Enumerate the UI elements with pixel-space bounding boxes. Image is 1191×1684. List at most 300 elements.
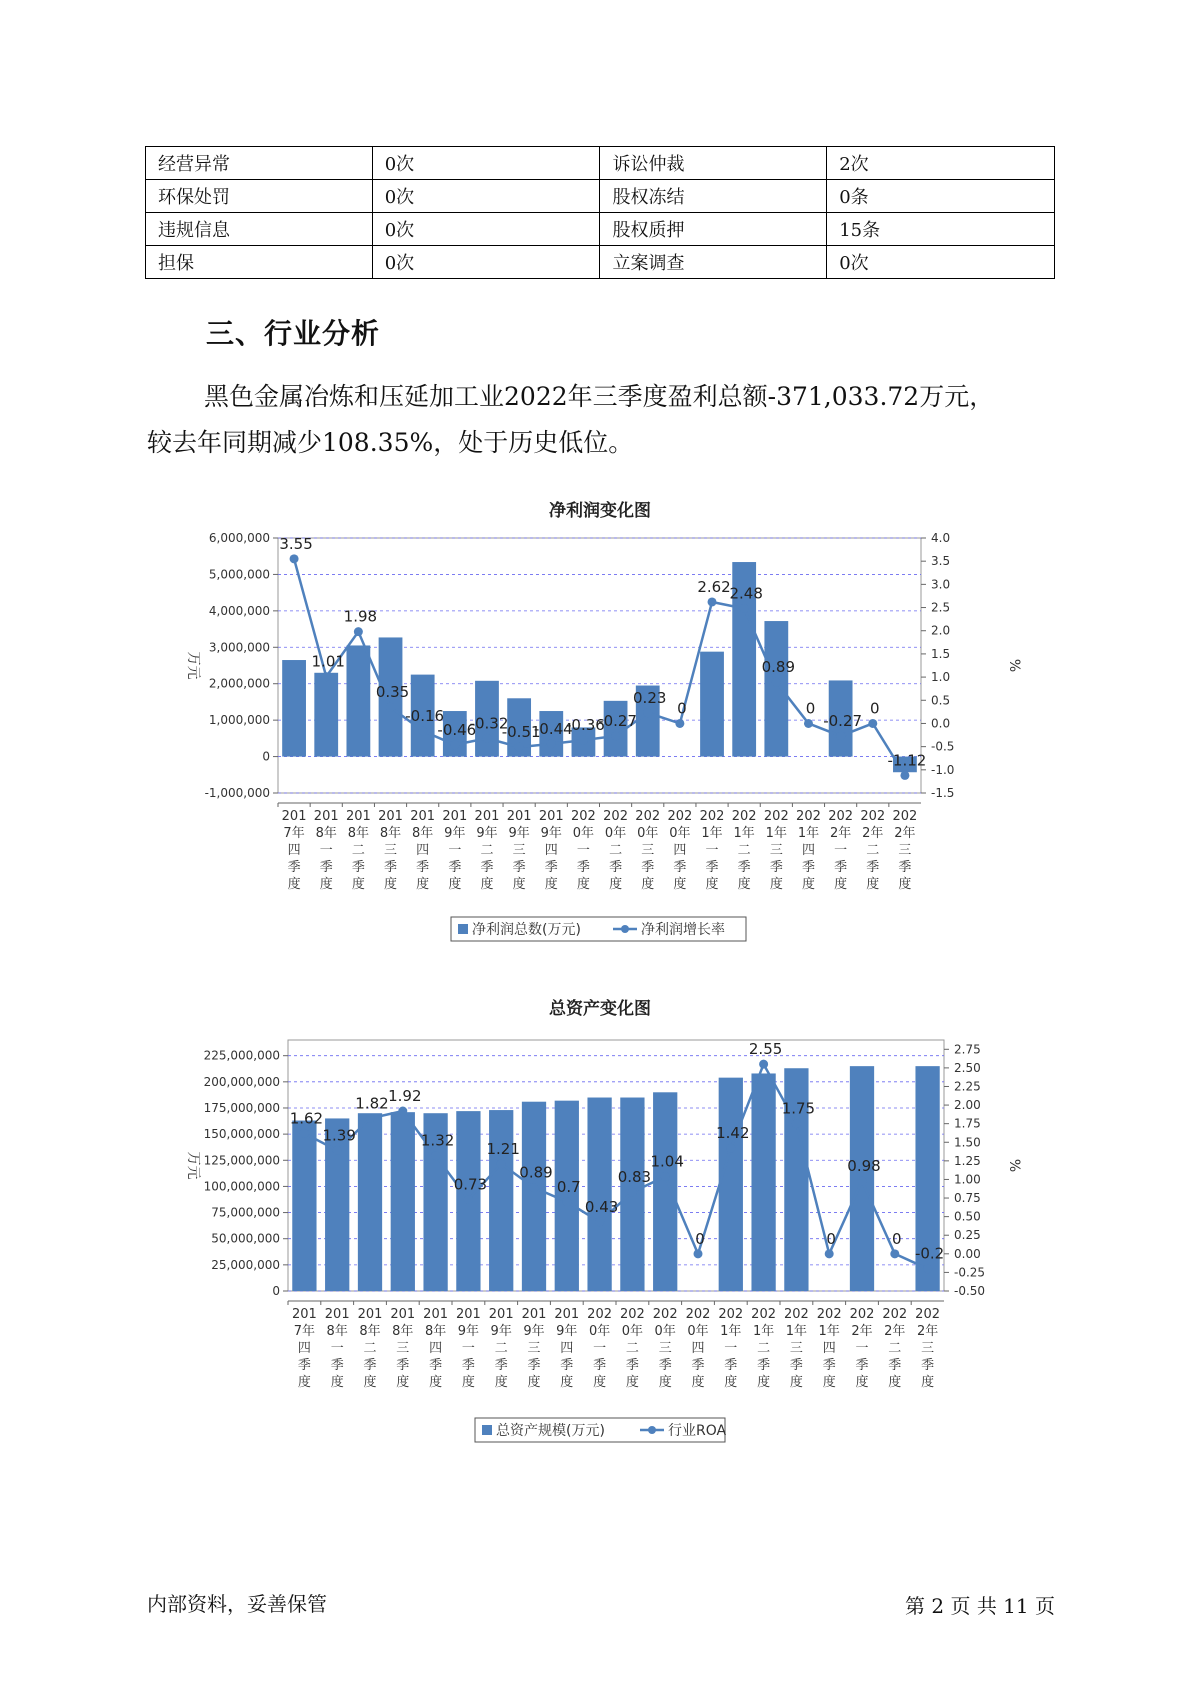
x-tick-label: 202	[816, 1307, 842, 1322]
x-tick-label: 度	[480, 877, 494, 892]
bar	[358, 1113, 382, 1291]
line-point	[366, 1114, 375, 1123]
x-tick-label: 1年	[797, 826, 820, 841]
x-tick-label: 0年	[654, 1324, 676, 1339]
y2-tick-label: -1.0	[931, 762, 955, 777]
x-tick-label: 一	[448, 843, 462, 858]
x-tick-label: 201	[291, 1307, 317, 1322]
x-tick-label: 季	[330, 1358, 344, 1373]
x-tick-label: 201	[474, 809, 500, 824]
y2-tick-label: -0.25	[954, 1265, 986, 1280]
x-tick-label: 季	[416, 860, 430, 875]
line-point	[497, 1159, 506, 1168]
table-value-cell: 0次	[372, 180, 600, 213]
y-tick-label: 2,000,000	[208, 676, 270, 691]
y2-tick-label: 2.5	[931, 600, 951, 615]
line-point	[628, 1188, 637, 1197]
bar	[700, 652, 724, 757]
x-tick-label: 季	[724, 1358, 738, 1373]
line-point	[661, 1172, 670, 1181]
data-label: 0.43	[584, 1197, 619, 1216]
legend-bar-swatch	[458, 924, 468, 934]
x-tick-label: 度	[625, 1375, 639, 1390]
y2-tick-label: 0.50	[954, 1209, 981, 1224]
x-tick-label: 四	[691, 1341, 705, 1356]
x-tick-label: 季	[737, 860, 751, 875]
x-tick-label: 季	[351, 860, 365, 875]
y-tick-label: 200,000,000	[203, 1074, 280, 1089]
x-tick-label: 季	[396, 1358, 410, 1373]
x-tick-label: 季	[593, 1358, 607, 1373]
line-point	[675, 719, 684, 728]
x-tick-label: 9年	[508, 826, 530, 841]
y2-tick-label: 1.00	[954, 1172, 981, 1187]
line-point	[418, 726, 427, 735]
x-tick-label: 三	[641, 843, 655, 858]
bar	[489, 1110, 513, 1291]
line-point	[547, 739, 556, 748]
line-point	[515, 743, 524, 752]
line-point	[759, 1060, 768, 1069]
x-tick-label: 季	[625, 1358, 639, 1373]
x-tick-label: 二	[363, 1341, 377, 1356]
x-tick-label: 季	[691, 1358, 705, 1373]
legend-label: 净利润总数(万元)	[472, 922, 581, 938]
legend-line-marker	[621, 925, 629, 933]
data-label: 0	[677, 699, 687, 718]
x-tick-label: 一	[834, 843, 848, 858]
line-point	[792, 1119, 801, 1128]
x-tick-label: 度	[351, 877, 365, 892]
y2-tick-label: 0.00	[954, 1246, 981, 1261]
x-tick-label: 202	[915, 1307, 941, 1322]
plot-area	[278, 538, 921, 793]
x-tick-label: 度	[396, 1375, 410, 1390]
y-tick-label: 4,000,000	[208, 603, 270, 618]
data-label: 1.82	[355, 1094, 389, 1113]
x-tick-label: 季	[297, 1358, 311, 1373]
y-axis-label: 万元	[185, 651, 201, 680]
legend-label: 行业ROA	[668, 1423, 727, 1439]
x-tick-label: 9年	[444, 826, 466, 841]
table-value-cell: 0次	[372, 147, 600, 180]
x-tick-label: 8年	[424, 1324, 447, 1339]
data-label: -0.46	[437, 720, 477, 739]
y2-axis-label: %	[1006, 1158, 1022, 1173]
x-tick-label: 季	[363, 1358, 377, 1373]
data-label: -0.2	[914, 1244, 945, 1263]
x-tick-label: 四	[822, 1341, 836, 1356]
x-tick-label: 201	[442, 809, 468, 824]
data-label: 0	[695, 1229, 705, 1248]
line-point	[290, 554, 299, 563]
data-label: 1.75	[781, 1099, 816, 1118]
x-tick-label: 201	[554, 1307, 580, 1322]
x-tick-label: 2年	[916, 1324, 939, 1339]
bar	[282, 660, 306, 757]
data-label: 3.55	[279, 534, 313, 553]
y2-tick-label: 3.0	[931, 577, 951, 592]
x-tick-label: 三	[512, 843, 526, 858]
x-tick-label: 季	[576, 860, 590, 875]
x-tick-label: 季	[641, 860, 655, 875]
x-tick-label: 201	[390, 1307, 416, 1322]
y-tick-label: 175,000,000	[203, 1100, 280, 1115]
data-label: 1.21	[486, 1139, 520, 1158]
line-point	[611, 731, 620, 740]
x-tick-label: 202	[892, 809, 918, 824]
x-tick-label: 1年	[752, 1324, 775, 1339]
line-point	[694, 1249, 703, 1258]
y2-tick-label: 1.5	[931, 646, 951, 661]
y2-tick-label: 3.5	[931, 554, 951, 569]
line-point	[562, 1197, 571, 1206]
x-tick-label: 一	[855, 1341, 869, 1356]
x-tick-label: 度	[866, 877, 880, 892]
x-tick-label: 1年	[818, 1324, 840, 1339]
y-tick-label: -1,000,000	[204, 786, 270, 800]
x-tick-label: 季	[494, 1358, 508, 1373]
y2-tick-label: 4.0	[931, 531, 951, 545]
x-tick-label: 季	[658, 1358, 672, 1373]
table-label-cell: 环保处罚	[146, 180, 373, 213]
line-point	[300, 1129, 309, 1138]
net-profit-chart	[0, 488, 1191, 952]
x-tick-label: 201	[324, 1307, 350, 1322]
x-tick-label: 四	[544, 843, 558, 858]
data-label: -1.12	[887, 751, 927, 770]
x-tick-label: 三	[658, 1341, 672, 1356]
table-value-cell: 15条	[827, 213, 1055, 246]
x-tick-label: 四	[801, 843, 815, 858]
line-point	[900, 771, 909, 780]
bar	[653, 1092, 677, 1291]
x-tick-label: 四	[297, 1341, 311, 1356]
x-tick-label: 季	[769, 860, 783, 875]
table-value-cell: 0次	[372, 213, 600, 246]
x-tick-label: 8年	[359, 1324, 381, 1339]
x-tick-label: 0年	[588, 1324, 611, 1339]
line-point	[431, 1151, 440, 1160]
table-value-cell: 0条	[827, 180, 1055, 213]
data-label: 1.04	[650, 1152, 684, 1171]
bar	[391, 1112, 415, 1291]
line-point	[643, 708, 652, 717]
x-tick-label: 一	[319, 843, 333, 858]
x-tick-label: 7年	[293, 1324, 316, 1339]
x-tick-label: 9年	[523, 1324, 545, 1339]
x-tick-label: 三	[384, 843, 398, 858]
x-tick-label: 度	[658, 1375, 672, 1390]
x-tick-label: 度	[855, 1375, 869, 1390]
x-tick-label: 度	[724, 1375, 738, 1390]
data-label: 1.01	[311, 652, 345, 671]
x-tick-label: 四	[429, 1341, 443, 1356]
x-tick-label: 度	[429, 1375, 443, 1390]
x-tick-label: 202	[699, 809, 725, 824]
x-tick-label: 201	[521, 1307, 547, 1322]
x-tick-label: 二	[480, 843, 494, 858]
table-row	[146, 246, 1055, 279]
data-label: 0	[805, 699, 816, 718]
line-point	[708, 597, 717, 606]
bar	[346, 645, 370, 756]
x-tick-label: 度	[416, 877, 430, 892]
data-label: -0.36	[566, 716, 605, 735]
x-tick-label: 2年	[862, 826, 884, 841]
x-tick-label: 0年	[621, 1324, 644, 1339]
x-tick-label: 季	[609, 860, 623, 875]
data-label: 1.42	[716, 1124, 750, 1143]
table-label-cell: 诉讼仲裁	[600, 147, 827, 180]
x-tick-label: 度	[297, 1375, 311, 1390]
x-tick-label: 季	[705, 860, 719, 875]
y-axis-label: 万元	[185, 1151, 201, 1180]
y-tick-label: 75,000,000	[211, 1205, 280, 1220]
line-point	[825, 1249, 834, 1258]
x-tick-label: 度	[801, 877, 815, 892]
x-tick-label: 度	[705, 877, 719, 892]
x-tick-label: 9年	[556, 1324, 578, 1339]
table-row	[146, 213, 1055, 246]
x-tick-label: 202	[685, 1307, 711, 1322]
data-label: 0.89	[519, 1163, 553, 1182]
bar	[292, 1121, 316, 1291]
x-tick-label: 202	[783, 1307, 809, 1322]
x-tick-label: 度	[898, 877, 912, 892]
x-tick-label: 四	[673, 843, 687, 858]
x-tick-label: 度	[921, 1375, 935, 1390]
x-tick-label: 201	[345, 809, 371, 824]
x-tick-label: 202	[828, 809, 854, 824]
x-tick-label: 度	[822, 1375, 836, 1390]
x-tick-label: 0年	[637, 826, 659, 841]
x-tick-label: 度	[609, 877, 623, 892]
line-point	[530, 1183, 539, 1192]
table-value-cell: 0次	[372, 246, 600, 279]
line-point	[595, 1217, 604, 1226]
y-tick-label: 225,000,000	[203, 1048, 280, 1063]
x-tick-label: 三	[789, 1341, 803, 1356]
y-tick-label: 25,000,000	[211, 1257, 280, 1272]
x-tick-label: 1年	[765, 826, 787, 841]
data-label: 1.32	[420, 1131, 455, 1150]
y2-tick-label: 1.0	[931, 670, 951, 685]
x-tick-label: 1年	[733, 826, 755, 841]
x-tick-label: 1年	[701, 826, 723, 841]
line-point	[772, 678, 781, 687]
data-label: -0.44	[533, 719, 573, 738]
x-tick-label: 二	[866, 843, 880, 858]
plot-area	[288, 1040, 944, 1291]
data-label: 1.98	[343, 607, 378, 626]
x-tick-label: 202	[667, 809, 693, 824]
data-label: -0.51	[501, 723, 541, 742]
x-tick-label: 度	[888, 1375, 902, 1390]
bar	[587, 1098, 611, 1291]
x-tick-label: 季	[461, 1358, 475, 1373]
data-label: 2.48	[729, 584, 763, 603]
table-label-cell: 股权质押	[600, 213, 827, 246]
x-tick-label: 季	[448, 860, 462, 875]
x-tick-label: 8年	[379, 826, 402, 841]
x-tick-label: 季	[888, 1358, 902, 1373]
data-label: 1.39	[322, 1126, 356, 1145]
bar	[522, 1102, 546, 1291]
data-label: 0	[892, 1229, 902, 1248]
x-tick-label: 二	[737, 843, 751, 858]
x-tick-label: 一	[461, 1341, 475, 1356]
x-tick-label: 季	[544, 860, 558, 875]
x-tick-label: 201	[538, 809, 564, 824]
line-point	[450, 740, 459, 749]
x-tick-label: 一	[705, 843, 719, 858]
x-tick-label: 三	[527, 1341, 541, 1356]
x-tick-label: 201	[423, 1307, 449, 1322]
y2-tick-label: 1.50	[954, 1135, 981, 1150]
legend-label: 净利润增长率	[641, 922, 725, 938]
x-tick-label: 202	[718, 1307, 744, 1322]
x-tick-label: 度	[737, 877, 751, 892]
y2-tick-label: 2.75	[954, 1042, 981, 1057]
x-tick-label: 二	[888, 1341, 902, 1356]
y2-tick-label: -0.50	[954, 1284, 986, 1298]
x-tick-label: 201	[281, 809, 307, 824]
x-tick-label: 202	[619, 1307, 645, 1322]
x-tick-label: 9年	[476, 826, 498, 841]
x-tick-label: 201	[313, 809, 339, 824]
legend-label: 总资产规模(万元)	[496, 1423, 605, 1439]
x-tick-label: 度	[448, 877, 462, 892]
line-point	[354, 627, 363, 636]
x-tick-label: 二	[494, 1341, 508, 1356]
table-label-cell: 立案调查	[600, 246, 827, 279]
table-label-cell: 违规信息	[146, 213, 373, 246]
chart-title: 净利润变化图	[549, 501, 651, 521]
x-tick-label: 8年	[315, 826, 337, 841]
x-tick-label: 0年	[669, 826, 691, 841]
table-label-cell: 经营异常	[146, 147, 373, 180]
total-assets-chart-svg	[0, 988, 1191, 1458]
x-tick-label: 202	[571, 809, 596, 824]
x-tick-label: 三	[898, 843, 912, 858]
y-tick-label: 3,000,000	[208, 640, 270, 655]
x-tick-label: 二	[757, 1341, 771, 1356]
x-tick-label: 季	[834, 860, 848, 875]
data-label: 0.83	[617, 1168, 652, 1187]
x-tick-label: 2年	[884, 1324, 906, 1339]
x-tick-label: 度	[330, 1375, 344, 1390]
line-point	[322, 672, 331, 681]
x-tick-label: 度	[576, 877, 590, 892]
line-point	[386, 703, 395, 712]
x-tick-label: 202	[652, 1307, 678, 1322]
data-label: 0.98	[847, 1156, 881, 1175]
y-tick-label: 0	[262, 749, 270, 764]
line-point	[726, 1144, 735, 1153]
x-tick-label: 季	[673, 860, 687, 875]
bar	[751, 1073, 775, 1291]
x-tick-label: 度	[287, 877, 301, 892]
table-value-cell: 2次	[827, 147, 1055, 180]
x-tick-label: 一	[724, 1341, 738, 1356]
footer-confidential-note: 内部资料，妥善保管	[147, 1592, 327, 1616]
y-tick-label: 150,000,000	[203, 1127, 280, 1142]
x-tick-label: 度	[673, 877, 687, 892]
x-tick-label: 季	[429, 1358, 443, 1373]
line-point	[868, 719, 877, 728]
y2-tick-label: 2.50	[954, 1060, 981, 1075]
x-tick-label: 度	[512, 877, 526, 892]
x-tick-label: 0年	[604, 826, 627, 841]
y2-tick-label: -1.5	[931, 786, 955, 800]
y-tick-label: 125,000,000	[203, 1153, 280, 1168]
x-tick-label: 四	[560, 1341, 574, 1356]
y2-tick-label: 2.00	[954, 1098, 981, 1113]
x-tick-label: 季	[822, 1358, 836, 1373]
y2-tick-label: -0.5	[931, 739, 955, 754]
x-tick-label: 201	[378, 809, 403, 824]
data-label: -0.32	[469, 714, 509, 733]
line-point	[333, 1146, 342, 1155]
y2-tick-label: 1.75	[954, 1116, 981, 1131]
line-point	[482, 734, 491, 743]
x-tick-label: 季	[898, 860, 912, 875]
x-tick-label: 季	[512, 860, 526, 875]
x-tick-label: 季	[480, 860, 494, 875]
x-tick-label: 202	[882, 1307, 908, 1322]
x-tick-label: 二	[351, 843, 365, 858]
line-point	[890, 1249, 899, 1258]
line-point	[923, 1264, 932, 1273]
x-tick-label: 三	[921, 1341, 935, 1356]
data-label: 0.7	[556, 1177, 581, 1196]
table-row	[146, 147, 1055, 180]
y2-tick-label: 0.25	[954, 1228, 981, 1243]
x-tick-label: 季	[384, 860, 398, 875]
x-tick-label: 季	[560, 1358, 574, 1373]
x-tick-label: 度	[641, 877, 655, 892]
line-point	[398, 1107, 407, 1116]
x-tick-label: 202	[635, 809, 661, 824]
section-title: 三、行业分析	[206, 317, 381, 350]
y2-tick-label: 0.5	[931, 693, 951, 708]
x-tick-label: 季	[789, 1358, 803, 1373]
x-tick-label: 1年	[720, 1324, 742, 1339]
data-label: 1.62	[289, 1109, 324, 1128]
x-tick-label: 2年	[829, 826, 852, 841]
x-tick-label: 度	[560, 1375, 574, 1390]
data-label: -0.27	[823, 711, 863, 730]
data-label: 0	[870, 699, 880, 718]
table-row	[146, 180, 1055, 213]
x-tick-label: 四	[287, 843, 301, 858]
x-tick-label: 季	[866, 860, 880, 875]
x-tick-label: 201	[410, 809, 436, 824]
y-tick-label: 6,000,000	[208, 531, 270, 545]
risk-info-table	[145, 146, 1055, 279]
x-tick-label: 1年	[785, 1324, 808, 1339]
data-label: 0	[826, 1229, 836, 1248]
x-tick-label: 201	[455, 1307, 481, 1322]
bar	[719, 1078, 743, 1291]
data-label: 0.23	[633, 688, 667, 707]
x-tick-label: 一	[576, 843, 590, 858]
line-point	[858, 1176, 867, 1185]
y2-tick-label: 2.0	[931, 623, 951, 638]
x-tick-label: 202	[603, 809, 628, 824]
y-tick-label: 5,000,000	[208, 567, 270, 582]
